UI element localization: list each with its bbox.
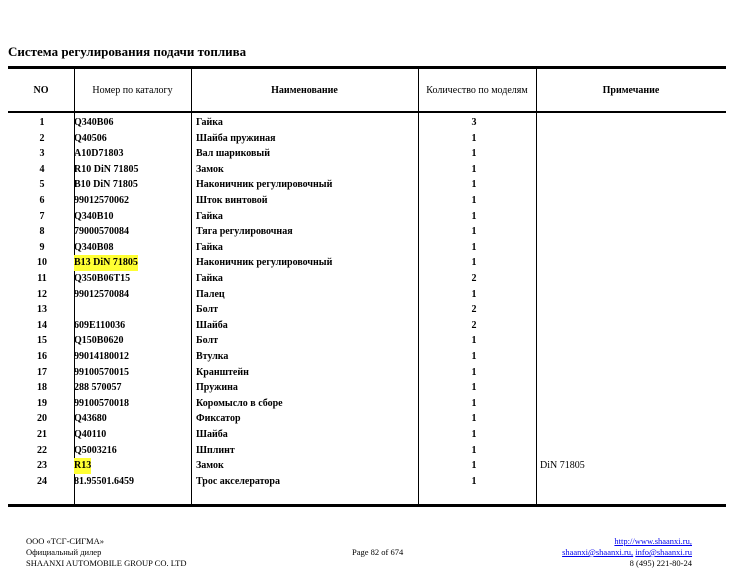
quantity: 1 bbox=[471, 444, 477, 456]
part-name: Вал шариковый bbox=[196, 148, 270, 160]
row-number: 18 bbox=[37, 382, 47, 394]
part-name: Наконичник регулировочный bbox=[196, 257, 333, 269]
table-row bbox=[8, 474, 726, 490]
catalog-number: 81.95501.6459 bbox=[74, 475, 134, 487]
catalog-number: 99012570084 bbox=[74, 288, 129, 300]
table-row bbox=[8, 193, 726, 209]
header-qty: Количество по моделям bbox=[426, 84, 528, 96]
row-number: 16 bbox=[37, 351, 47, 362]
row-number: 11 bbox=[37, 273, 47, 284]
part-name: Шток винтовой bbox=[196, 195, 268, 206]
quantity: 3 bbox=[471, 117, 477, 128]
row-number: 7 bbox=[39, 210, 45, 222]
part-name: Шайба bbox=[196, 319, 228, 331]
quantity: 1 bbox=[471, 335, 477, 347]
catalog-number: B10 DiN 71805 bbox=[74, 179, 138, 191]
row-number: 23 bbox=[37, 460, 47, 472]
table-row bbox=[8, 427, 726, 443]
footer-company: ООО «ТСГ-СИГМА» bbox=[26, 536, 104, 546]
row-number: 5 bbox=[39, 179, 45, 191]
row-number: 13 bbox=[37, 304, 47, 316]
part-name: Болт bbox=[196, 335, 219, 347]
quantity: 2 bbox=[471, 319, 477, 331]
part-name: Палец bbox=[196, 288, 225, 300]
part-name: Болт bbox=[196, 304, 219, 316]
table-row bbox=[8, 271, 726, 287]
quantity: 1 bbox=[471, 163, 477, 175]
part-name: Шплинт bbox=[196, 444, 235, 456]
page-number: Page 82 of 674 bbox=[352, 547, 404, 557]
quantity: 1 bbox=[471, 351, 477, 362]
quantity: 1 bbox=[471, 241, 477, 253]
part-name: Трос акселератора bbox=[196, 475, 280, 487]
table-row bbox=[8, 318, 726, 334]
quantity: 1 bbox=[471, 195, 477, 206]
quantity: 2 bbox=[471, 304, 477, 316]
footer-dealer: Официальный дилер bbox=[26, 547, 102, 557]
part-name: Тяга регулировочная bbox=[196, 226, 293, 238]
email-link-info[interactable]: info@shaanxi.ru bbox=[635, 547, 692, 557]
note: DiN 71805 bbox=[540, 460, 585, 472]
row-number: 24 bbox=[37, 475, 47, 487]
email-link-shaanxi[interactable]: shaanxi@shaanxi.ru, bbox=[562, 547, 634, 557]
table-row bbox=[8, 287, 726, 303]
catalog-number: 99012570062 bbox=[74, 195, 129, 206]
catalog-number: Q40506 bbox=[74, 132, 107, 144]
table-row bbox=[8, 365, 726, 381]
table-row bbox=[8, 302, 726, 318]
table-row bbox=[8, 177, 726, 193]
row-number: 2 bbox=[39, 132, 45, 144]
table-row bbox=[8, 333, 726, 349]
catalog-number: R10 DiN 71805 bbox=[74, 163, 139, 175]
quantity: 1 bbox=[471, 460, 477, 472]
quantity: 1 bbox=[471, 429, 477, 440]
part-name: Фиксатор bbox=[196, 413, 241, 425]
header-separator bbox=[8, 111, 726, 113]
table-row bbox=[8, 131, 726, 147]
catalog-number: 99100570018 bbox=[74, 397, 129, 409]
row-number: 17 bbox=[37, 366, 47, 378]
catalog-number: 99014180012 bbox=[74, 351, 129, 362]
part-name: Гайка bbox=[196, 273, 223, 284]
part-name: Замок bbox=[196, 163, 224, 175]
quantity: 1 bbox=[471, 366, 477, 378]
quantity: 1 bbox=[471, 148, 477, 160]
table-row bbox=[8, 146, 726, 162]
part-name: Гайка bbox=[196, 241, 223, 253]
part-name: Шайба bbox=[196, 429, 228, 440]
row-number: 15 bbox=[37, 335, 47, 347]
footer-group: SHAANXI AUTOMOBILE GROUP CO. LTD bbox=[26, 558, 187, 568]
quantity: 1 bbox=[471, 210, 477, 222]
website-link[interactable]: http://www.shaanxi.ru, bbox=[614, 536, 692, 546]
row-number: 4 bbox=[39, 163, 45, 175]
row-number: 14 bbox=[37, 319, 47, 331]
catalog-number: A10D71803 bbox=[74, 148, 124, 160]
row-number: 10 bbox=[37, 257, 47, 269]
catalog-number: Q340B08 bbox=[74, 241, 114, 253]
page-title: Система регулирования подачи топлива bbox=[8, 44, 247, 59]
catalog-number: Q350B06T15 bbox=[74, 273, 131, 284]
part-name: Кранштейн bbox=[196, 366, 249, 378]
row-number: 22 bbox=[37, 444, 47, 456]
catalog-number: Q150B0620 bbox=[74, 335, 124, 347]
table-row bbox=[8, 443, 726, 459]
row-number: 6 bbox=[39, 195, 45, 206]
row-number: 21 bbox=[37, 429, 47, 440]
table-row bbox=[8, 380, 726, 396]
quantity: 1 bbox=[471, 288, 477, 300]
footer-left bbox=[26, 536, 187, 569]
row-number: 12 bbox=[37, 288, 47, 300]
quantity: 1 bbox=[471, 475, 477, 487]
table-row bbox=[8, 396, 726, 412]
catalog-number: B13 DiN 71805 bbox=[74, 255, 138, 271]
catalog-number: 99100570015 bbox=[74, 366, 129, 378]
header-note: Примечание bbox=[602, 84, 660, 96]
catalog-number: 288 570057 bbox=[74, 382, 122, 394]
row-number: 19 bbox=[37, 397, 47, 409]
part-name: Втулка bbox=[196, 351, 229, 362]
header-no: NO bbox=[33, 84, 49, 96]
table-row bbox=[8, 209, 726, 225]
table-row bbox=[8, 458, 726, 474]
catalog-number: R13 bbox=[74, 458, 91, 474]
catalog-number: Q40110 bbox=[74, 429, 107, 440]
catalog-number: Q340B06 bbox=[74, 117, 114, 128]
quantity: 1 bbox=[471, 132, 477, 144]
catalog-number: Q340B10 bbox=[74, 210, 114, 222]
quantity: 2 bbox=[471, 273, 477, 284]
part-name: Пружина bbox=[196, 382, 238, 394]
quantity: 1 bbox=[471, 382, 477, 394]
part-name: Шайба пружиная bbox=[196, 132, 276, 144]
quantity: 1 bbox=[471, 226, 477, 238]
catalog-number: Q5003216 bbox=[74, 444, 117, 456]
header-name: Наименование bbox=[271, 84, 338, 96]
catalog-number: 79000570084 bbox=[74, 226, 129, 238]
quantity: 1 bbox=[471, 179, 477, 191]
part-name: Коромысло в сборе bbox=[196, 397, 283, 409]
footer-right bbox=[562, 536, 692, 569]
row-number: 8 bbox=[39, 226, 45, 238]
part-name: Замок bbox=[196, 460, 224, 472]
table-row bbox=[8, 162, 726, 178]
row-number: 20 bbox=[37, 413, 47, 425]
part-name: Наконичник регулировочный bbox=[196, 179, 333, 191]
parts-table bbox=[8, 66, 726, 507]
footer-phone: 8 (495) 221-80-24 bbox=[629, 558, 692, 568]
row-number: 3 bbox=[39, 148, 45, 160]
table-row bbox=[8, 411, 726, 427]
header-catalog: Номер по каталогу bbox=[92, 84, 173, 96]
row-number: 1 bbox=[39, 117, 45, 128]
table-row bbox=[8, 115, 726, 131]
quantity: 1 bbox=[471, 257, 477, 269]
part-name: Гайка bbox=[196, 117, 223, 128]
table-row bbox=[8, 255, 726, 271]
table-row bbox=[8, 224, 726, 240]
part-name: Гайка bbox=[196, 210, 223, 222]
catalog-number: 609E110036 bbox=[74, 319, 126, 331]
table-row bbox=[8, 349, 726, 365]
quantity: 1 bbox=[471, 413, 477, 425]
row-number: 9 bbox=[39, 241, 45, 253]
catalog-number: Q43680 bbox=[74, 413, 107, 425]
table-row bbox=[8, 240, 726, 256]
quantity: 1 bbox=[471, 397, 477, 409]
